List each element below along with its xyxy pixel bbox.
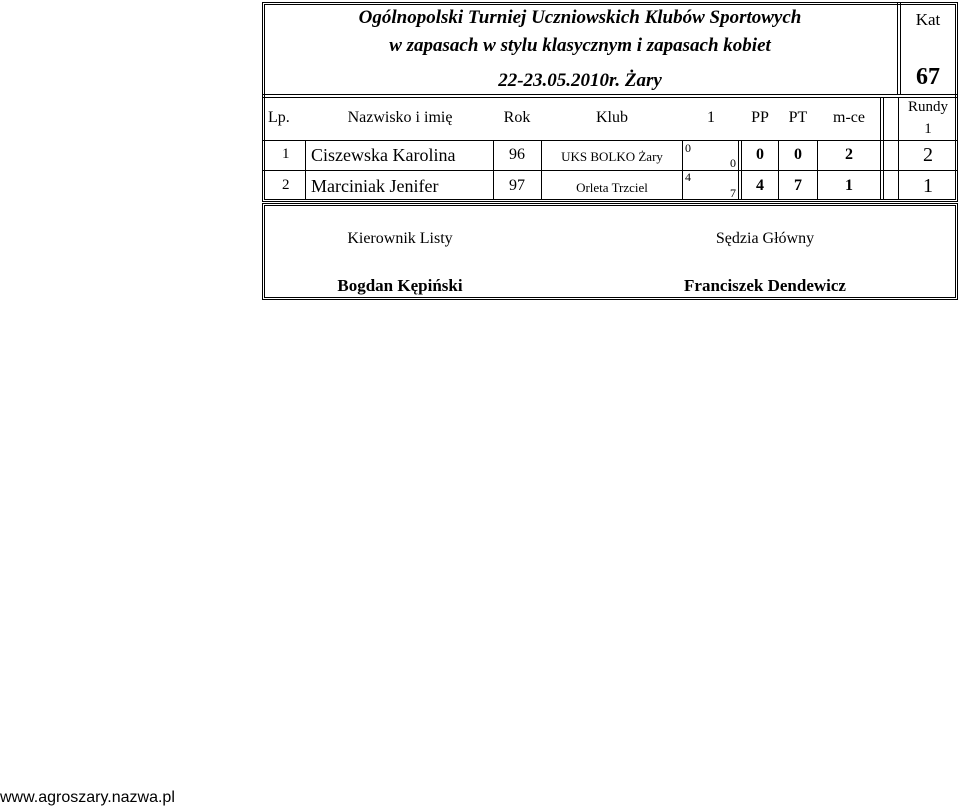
row-rounds: 2 bbox=[923, 144, 933, 166]
col-header-name: Nazwisko i imię bbox=[347, 109, 453, 126]
col-header-place: m-ce bbox=[833, 109, 865, 126]
row-pt: 7 bbox=[794, 177, 802, 194]
row-club: Orleta Trzciel bbox=[576, 180, 648, 195]
col-header-lp: Lp. bbox=[268, 109, 290, 126]
col-header-club: Klub bbox=[596, 109, 628, 126]
col-header-rounds: Rundy bbox=[907, 99, 948, 115]
row-lp: 2 bbox=[282, 177, 290, 193]
category-label: Kat bbox=[915, 10, 941, 29]
title-bottom-rule bbox=[263, 94, 957, 95]
category-value: 67 bbox=[916, 64, 940, 90]
row-round1-top: 0 bbox=[685, 141, 691, 155]
col-line-lp bbox=[305, 141, 306, 199]
row-name: Ciszewska Karolina bbox=[311, 145, 456, 165]
tournament-title-line1: Ogólnopolski Turniej Uczniowskich Klubów Sportowych bbox=[358, 7, 802, 28]
col-header-rounds-num: 1 bbox=[924, 121, 932, 137]
row-round1-bottom: 7 bbox=[730, 186, 736, 200]
row-round1-bottom: 0 bbox=[730, 156, 736, 170]
list-manager-role: Kierownik Listy bbox=[347, 230, 453, 247]
col-header-year: Rok bbox=[503, 109, 531, 126]
tournament-title-line2: w zapasach w stylu klasycznym i zapasach kobiet bbox=[389, 35, 771, 56]
row-pp: 4 bbox=[756, 177, 764, 194]
col-line-round1a bbox=[738, 141, 739, 199]
col-line-club bbox=[682, 141, 683, 199]
list-manager-name: Bogdan Kępiński bbox=[337, 276, 463, 295]
col-line-place-a bbox=[880, 98, 881, 199]
row-pp: 0 bbox=[756, 146, 764, 163]
chief-judge-name: Franciszek Dendewicz bbox=[684, 276, 846, 295]
row-lp: 1 bbox=[282, 146, 290, 162]
tournament-date-place: 22-23.05.2010r. Żary bbox=[498, 70, 662, 91]
footer-url[interactable]: www.agroszary.nazwa.pl bbox=[0, 789, 175, 806]
row-rounds: 1 bbox=[923, 175, 933, 197]
row-club: UKS BOLKO Żary bbox=[561, 149, 663, 164]
row1-rule bbox=[263, 170, 957, 171]
results-table-frame bbox=[262, 2, 958, 202]
title-bottom-rule-2 bbox=[263, 97, 957, 98]
chief-judge-role: Sędzia Główny bbox=[715, 230, 815, 247]
kat-column-divider-outer bbox=[897, 2, 898, 94]
col-header-round1: 1 bbox=[707, 109, 715, 126]
col-header-pt: PT bbox=[788, 109, 808, 126]
col-header-pp: PP bbox=[751, 109, 769, 126]
row-year: 96 bbox=[509, 146, 525, 163]
header-row-rule bbox=[263, 140, 957, 141]
row-year: 97 bbox=[509, 177, 525, 194]
row-pt: 0 bbox=[794, 146, 802, 163]
row-name: Marciniak Jenifer bbox=[311, 176, 439, 196]
row-place: 2 bbox=[845, 146, 853, 163]
col-line-place-b bbox=[883, 98, 884, 199]
row-place: 1 bbox=[845, 177, 853, 194]
row-round1-top: 4 bbox=[685, 170, 691, 184]
